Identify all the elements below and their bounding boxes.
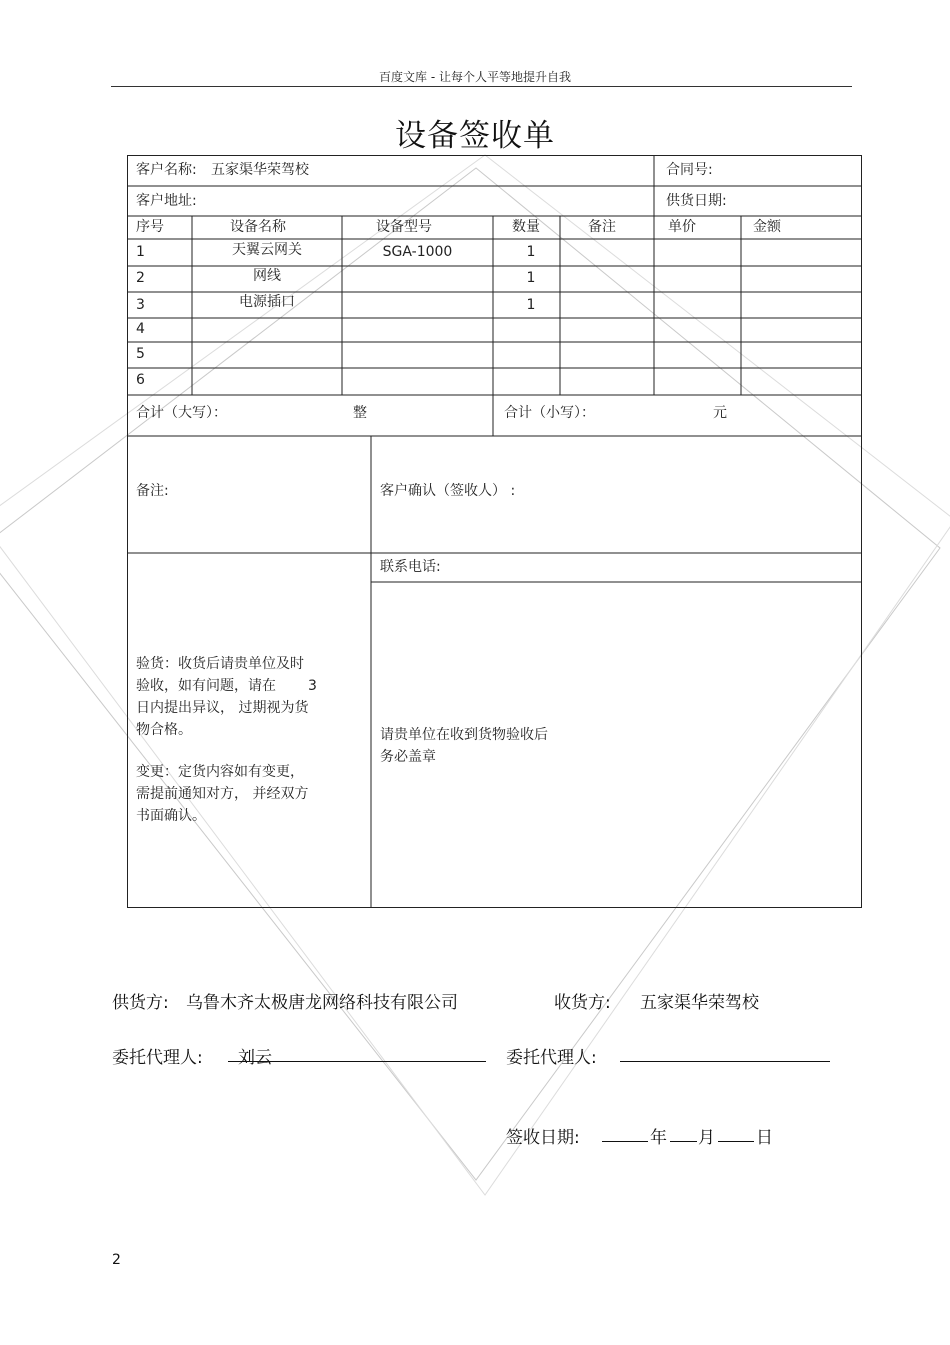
contract-number-label: 合同号: <box>666 162 713 178</box>
table-row-3-device: 电源插口 <box>239 294 295 310</box>
sign-date-label: 签收日期: <box>506 1128 580 1148</box>
total-uppercase-label: 合计（大写）： <box>136 405 227 421</box>
supplier-name: 乌鲁木齐太极唐龙网络科技有限公司 <box>186 993 458 1013</box>
column-header-amount: 金额 <box>753 219 781 235</box>
month-label: 月 <box>698 1128 715 1148</box>
inspection-line-2 <box>136 675 364 697</box>
table-row-2-device: 网线 <box>253 268 281 284</box>
stamp-note <box>380 724 680 768</box>
year-blank <box>602 1141 648 1142</box>
total-lowercase-label: 合计（小写）： <box>504 405 595 421</box>
agent-signature-line-left <box>228 1061 486 1062</box>
inspection-line-4: 物合格。 <box>136 722 192 738</box>
agent-signature-line-right <box>620 1061 830 1062</box>
inspection-line-3: 日内提出异议， 过期视为货 <box>136 700 309 716</box>
supplier-label: 供货方: <box>112 993 169 1013</box>
customer-address-label: 客户地址: <box>136 193 197 209</box>
supply-date-label: 供货日期: <box>666 193 727 209</box>
table-row-1-device: 天翼云网关 <box>232 242 302 258</box>
total-uppercase-unit: 整 <box>353 405 367 421</box>
table-row-3-index: 3 <box>136 297 145 313</box>
stamp-note-line-2: 务必盖章 <box>380 749 436 765</box>
agent-name-left: 刘云 <box>238 1048 272 1068</box>
change-line-2: 需提前通知对方， 并经双方 <box>136 786 309 802</box>
table-row-2-index: 2 <box>136 270 145 286</box>
inspection-line-1: 验货：收货后请贵单位及时 <box>136 656 304 672</box>
inspection-days-number: 3 <box>308 678 317 694</box>
inspection-terms <box>136 653 364 827</box>
agent-label-left: 委托代理人: <box>112 1048 203 1068</box>
customer-name-label: 客户名称: <box>136 162 197 178</box>
total-lowercase-unit: 元 <box>713 405 727 421</box>
table-row-3-quantity: 1 <box>526 297 536 313</box>
agent-label-right: 委托代理人: <box>506 1048 597 1068</box>
customer-confirm-label: 客户确认（签收人） : <box>380 483 516 499</box>
table-row-1-quantity: 1 <box>526 244 536 260</box>
change-line-3: 书面确认。 <box>136 808 206 824</box>
table-row-1-model: SGA-1000 <box>382 244 453 260</box>
page-number: 2 <box>112 1252 121 1268</box>
table-row-5-index: 5 <box>136 346 145 362</box>
column-header-model: 设备型号 <box>376 219 432 235</box>
day-label: 日 <box>756 1128 773 1148</box>
receiver-label: 收货方: <box>554 993 611 1013</box>
change-line-1: 变更：定货内容如有变更， <box>136 764 304 780</box>
column-header-quantity: 数量 <box>512 219 540 235</box>
stamp-note-line-1: 请贵单位在收到货物验收后 <box>380 727 548 743</box>
table-row-6-index: 6 <box>136 372 145 388</box>
column-header-remarks: 备注 <box>588 219 616 235</box>
receipt-form <box>127 155 862 908</box>
header-divider <box>111 86 852 87</box>
day-blank <box>718 1141 754 1142</box>
document-header: 百度文库 - 让每个人平等地提升自我 <box>379 70 571 84</box>
table-row-1-index: 1 <box>136 244 145 260</box>
customer-name-value: 五家渠华荣驾校 <box>211 162 309 178</box>
year-label: 年 <box>650 1128 667 1148</box>
inspection-line-2-text: 验收，如有问题，请在 <box>136 678 276 694</box>
receiver-name: 五家渠华荣驾校 <box>640 993 759 1013</box>
table-row-2-quantity: 1 <box>526 270 536 286</box>
remarks-label: 备注: <box>136 483 169 499</box>
column-header-index: 序号 <box>136 219 164 235</box>
page-title: 设备签收单 <box>395 118 555 154</box>
contact-phone-label: 联系电话: <box>380 559 441 575</box>
month-blank <box>670 1141 697 1142</box>
column-header-device-name: 设备名称 <box>230 219 286 235</box>
column-header-unit-price: 单价 <box>668 219 696 235</box>
table-row-4-index: 4 <box>136 321 145 337</box>
